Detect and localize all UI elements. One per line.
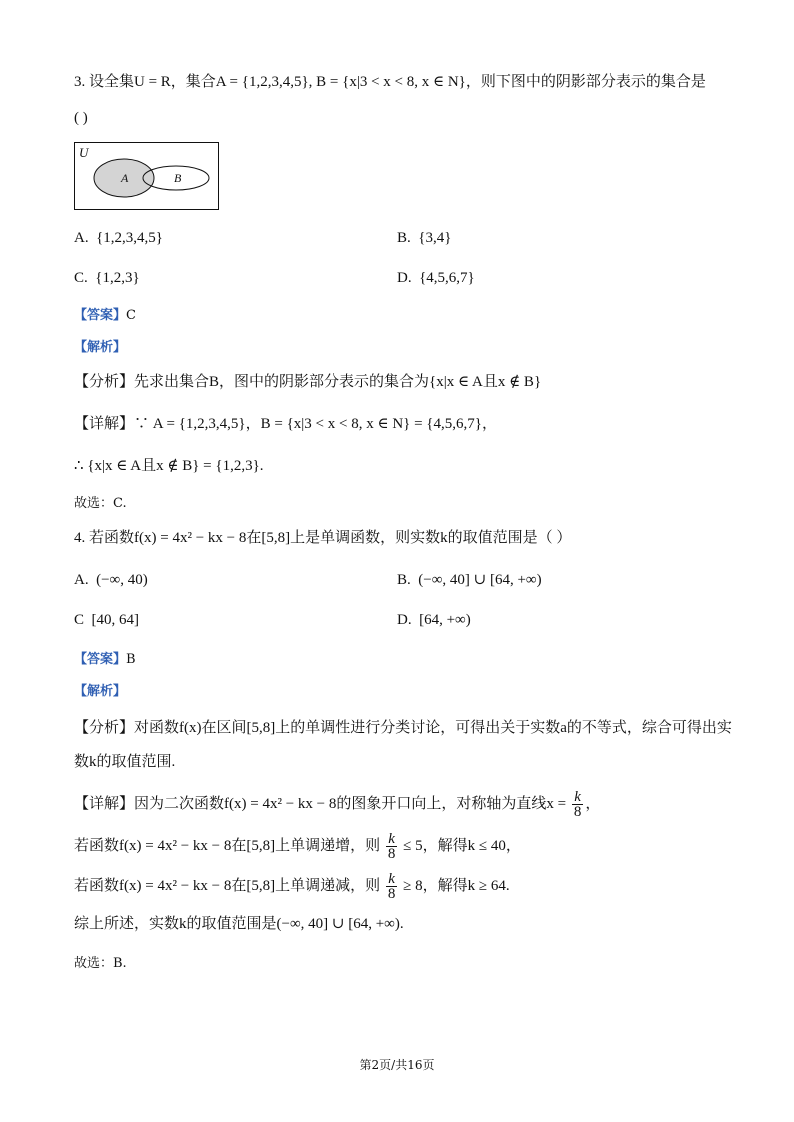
- q4-option-a: A. (−∞, 40): [74, 572, 148, 588]
- q4-detail-1: 【详解】因为二次函数f(x) = 4x² − kx − 8的图象开口向上，对称轴为直线x = $\frac{k}{8}$ ，: [74, 789, 601, 820]
- q3-jiexi: 【解析】: [74, 340, 127, 355]
- venn-b-label: B: [174, 171, 182, 185]
- q4-choose: 故选：B.: [74, 956, 127, 971]
- q3-option-d: D. {4,5,6,7}: [397, 270, 475, 286]
- q4-analysis-2: 数k的取值范围.: [74, 754, 176, 770]
- q3-answer: 【答案】C: [74, 308, 136, 323]
- q4-option-c: C [40, 64]: [74, 612, 140, 628]
- q4-summary: 综上所述，实数k的取值范围是(−∞, 40] ∪ [64, +∞).: [74, 916, 404, 932]
- q4-detail-3: 若函数f(x) = 4x² − kx − 8在[5,8]上单调递减，则 $\frac{k}{8}$ ≥ 8，解得k ≥ 64.: [74, 871, 510, 902]
- q3-option-c: C. {1,2,3}: [74, 270, 140, 286]
- fraction-k-over-8: $\frac{k}{8}$: [387, 831, 396, 862]
- q4-stem: 4. 若函数f(x) = 4x² − kx − 8在[5,8]上是单调函数，则实数k的取值范围是（ ）: [74, 530, 572, 546]
- q3-stem: 3. 设全集U = R，集合A = {1,2,3,4,5}, B = {x|3 < x < 8, x ∈ N}，则下图中的阴影部分表示的集合是: [74, 74, 706, 90]
- q3-detail-2: ∴ {x|x ∈ A且x ∉ B} = {1,2,3}.: [74, 458, 264, 474]
- q4-jiexi: 【解析】: [74, 684, 127, 699]
- q4-detail-2: 若函数f(x) = 4x² − kx − 8在[5,8]上单调递增，则 $\frac{k}{8}$ ≤ 5，解得k ≤ 40，: [74, 831, 521, 862]
- venn-a-label: A: [121, 171, 129, 185]
- venn-u-label: U: [79, 145, 89, 160]
- q3-paren: ( ): [74, 110, 88, 126]
- q3-detail-1: 【详解】∵ A = {1,2,3,4,5}，B = {x|3 < x < 8, x ∈ N} = {4,5,6,7}，: [74, 416, 497, 432]
- q4-answer: 【答案】B: [74, 652, 136, 667]
- page-footer: 第2页/共16页: [359, 1058, 435, 1072]
- q4-option-d: D. [64, +∞): [397, 612, 471, 628]
- q3-analysis: 【分析】先求出集合B，图中的阴影部分表示的集合为{x|x ∈ A且x ∉ B}: [74, 374, 542, 390]
- q4-option-b: B. (−∞, 40] ∪ [64, +∞): [397, 572, 542, 588]
- fraction-k-over-8: $\frac{k}{8}$: [573, 789, 582, 820]
- q4-analysis-1: 【分析】对函数f(x)在区间[5,8]上的单调性进行分类讨论，可得出关于实数a的不等式，综合可得出实: [74, 720, 732, 736]
- q3-option-a: A. {1,2,3,4,5}: [74, 230, 163, 246]
- q3-option-b: B. {3,4}: [397, 230, 452, 246]
- venn-diagram: [74, 142, 219, 210]
- fraction-k-over-8: $\frac{k}{8}$: [387, 871, 396, 902]
- q3-choose: 故选：C.: [74, 496, 127, 511]
